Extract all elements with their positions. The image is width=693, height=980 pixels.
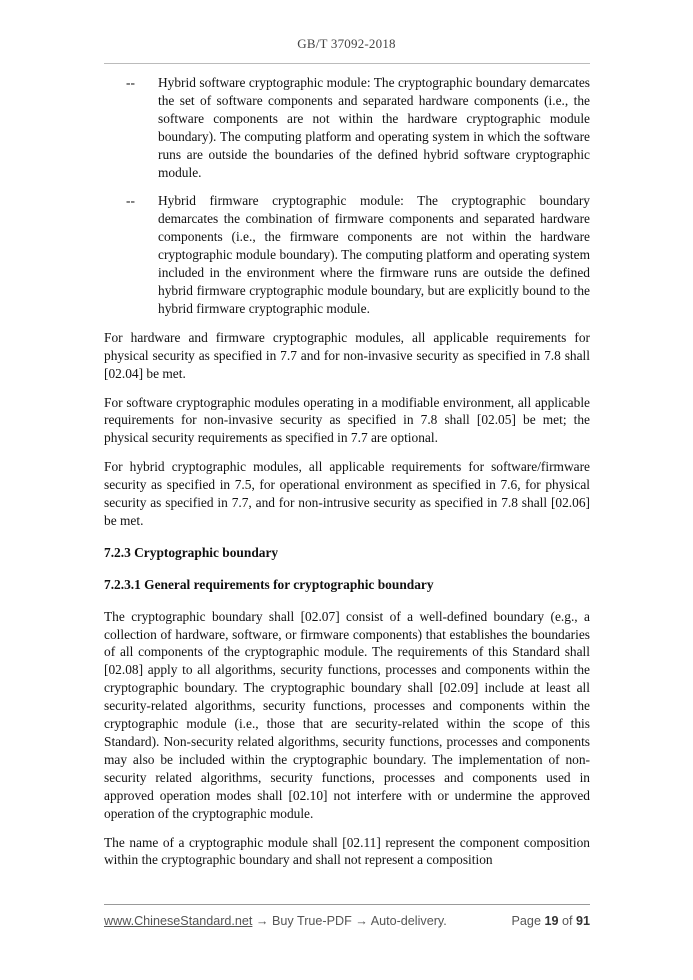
dash-marker: --: [126, 75, 135, 90]
list-item-text: Hybrid software cryptographic module: The cryptographic boundary demarcates the set of software components and separated hardware components (i.e., the software components are not within the hardware cryptographic module boundary). The computing platform and operating system in which the software runs are outside the boundaries of the defined hybrid software cryptographic module.: [158, 75, 590, 180]
page-header: GB/T 37092-2018: [297, 36, 396, 51]
header-divider: [104, 63, 590, 64]
promo-text: → Buy True-PDF → Auto-delivery.: [252, 914, 447, 928]
page-number: [512, 914, 590, 928]
section-heading: 7.2.3 Cryptographic boundary: [104, 544, 279, 560]
list-item: [104, 74, 590, 181]
footer-divider: [104, 904, 590, 905]
document-body: [104, 74, 590, 880]
page-current: 19: [544, 914, 559, 928]
paragraph: For software cryptographic modules operating in a modifiable environment, all applicable requirements for non-invasive security as specified in 7.8 shall [02.05] be met; the physical security requirements as specified in 7.7 are optional.: [104, 394, 590, 446]
paragraph: For hybrid cryptographic modules, all applicable requirements for software/firmware security as specified in 7.5, for operational environment as specified in 7.6, for physical security as specified in 7.7, and for non-intrusive security as specified in 7.8 shall [02.06] be met.: [104, 459, 590, 528]
footer-promo: [104, 914, 447, 928]
list-item: [104, 192, 590, 317]
subsection-heading: 7.2.3.1 General requirements for cryptographic boundary: [104, 576, 434, 592]
paragraph: For hardware and firmware cryptographic modules, all applicable requirements for physical security as specified in 7.7 and for non-invasive security as specified in 7.8 shall [02.04] be met.: [104, 329, 590, 381]
paragraph: The cryptographic boundary shall [02.07] consist of a well-defined boundary (e.g., a collection of hardware, software, or firmware components) that establishes the boundaries of all components of the cryptographic module. The requirements of this Standard shall [02.08] apply to all algorithms, security functions, processes and components within the cryptographic boundary. The cryptographic boundary shall [02.09] include at least all security-related algorithms, security functions, processes and components within the cryptographic module (i.e., those that are security-related within the scope of this Standard). Non-security related algorithms, security functions, processes and components may also be included within the cryptographic boundary. The implementation of non-security related algorithms, security functions, processes and components used in approved operation modes shall [02.10] not interfere with or undermine the approved operation of the cryptographic module.: [104, 608, 590, 821]
dash-marker: --: [126, 193, 135, 209]
paragraph: The name of a cryptographic module shall [02.11] represent the component composition within the cryptographic boundary and shall not represent a composition: [104, 834, 590, 868]
list-item-text: Hybrid firmware cryptographic module: The cryptographic boundary demarcates the combination of firmware components and separated hardware components (i.e., the firmware components are not within the hardware cryptographic module boundary). The computing platform and operating system included in the environment where the firmware runs are outside the defined hybrid firmware cryptographic module boundary, but are explicitly bound to the hybrid firmware cryptographic module.: [158, 193, 590, 316]
page-of: of: [561, 914, 573, 928]
page-total: 91: [575, 914, 590, 928]
site-link[interactable]: www.ChineseStandard.net: [104, 914, 253, 928]
page-label: Page: [511, 914, 541, 928]
